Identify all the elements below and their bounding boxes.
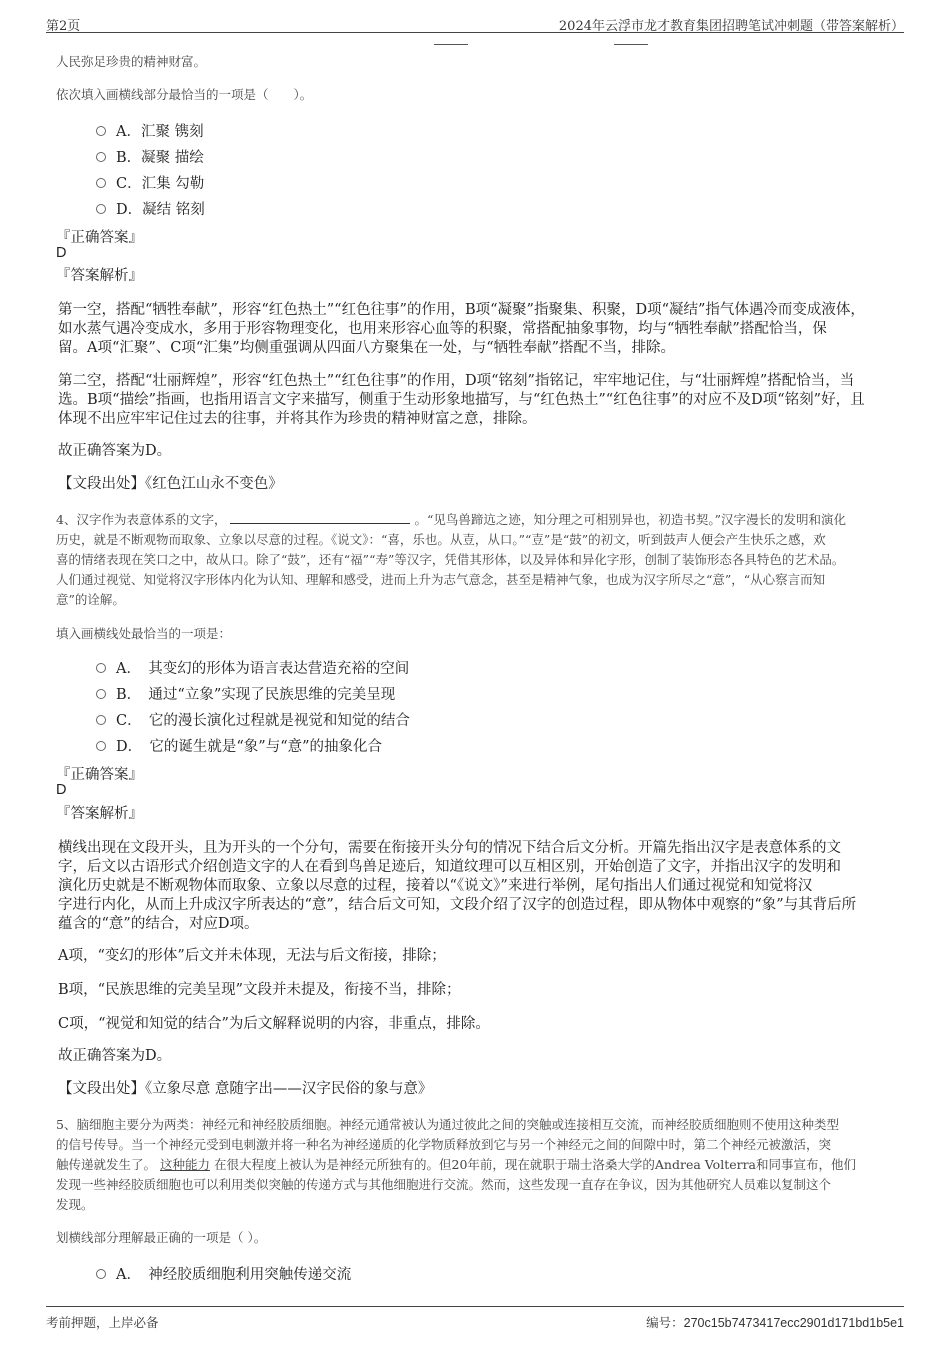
q4-stem-line: 喜的情绪表现在笑口之中，故从口。除了“鼓”，还有“福”“寿”等汉字，凭借其形体，以及异体和异化字形，创制了装饰形态各具特色的艺术品。 — [56, 552, 845, 567]
q3-prompt: 依次填入画横线部分最恰当的一项是（ ）。 — [56, 87, 313, 102]
q4-analysis-line: C项，“视觉和知觉的结合”为后文解释说明的内容，非重点，排除。 — [58, 1016, 490, 1032]
document-code: 编号：270c15b7473417ecc2901d171bd1b5e1 — [646, 1315, 904, 1330]
q3-analysis-line: 体现不出应牢牢记住过去的往事，并将其作为珍贵的精神财富之意，排除。 — [58, 411, 537, 427]
q4-analysis-line: B项，“民族思维的完美呈现”文段并未提及，衔接不当，排除； — [58, 982, 461, 998]
q5-stem-line-3: 触传递就发生了。 这种能力 在很大程度上被认为是神经元所独有的。但20年前，现在就职于瑞士洛桑大学的Andrea Volterra和同事宣布，他们 — [56, 1157, 857, 1172]
q4-prompt: 填入画横线处最恰当的一项是： — [56, 626, 232, 641]
q4-stem-line: 历史，就是不断观物而取象、立象以尽意的过程。《说文》：“喜，乐也。从壴，从口。”“壴”是“鼓”的初文，听到鼓声人便会产生快乐之感，欢 — [56, 532, 826, 547]
q5-option-a[interactable]: A． 神经胶质细胞利用突触传递交流 — [96, 1263, 351, 1284]
q3-option-b[interactable]: B．凝聚 描绘 — [96, 146, 204, 167]
q3-tail-text: 人民弥足珍贵的精神财富。 — [56, 54, 207, 69]
q4-source: 【文段出处】《立象尽意 意随字出——汉字民俗的象与意》 — [58, 1081, 433, 1097]
blank-line-2 — [614, 44, 648, 45]
page-header — [46, 12, 904, 33]
radio-icon[interactable] — [96, 1269, 106, 1279]
radio-icon[interactable] — [96, 663, 106, 673]
q5-stem-line: 的信号传导。当一个神经元受到电刺激并将一种名为神经递质的化学物质释放到它与另一个神经元之间的间隙中时，第二个神经元被激活，突 — [56, 1137, 832, 1152]
q5-stem-line: 发现。 — [56, 1197, 94, 1212]
q4-analysis-line: A项，“变幻的形体”后文并未体现，无法与后文衔接，排除； — [58, 948, 446, 964]
q4-analysis-heading: 『答案解析』 — [56, 806, 143, 822]
page-footer — [46, 1306, 904, 1331]
radio-icon[interactable] — [96, 152, 106, 162]
q3-analysis-line: 选。B项“描绘”指画，也指用语言文字来描写，侧重于生动形象地描写，与“红色热土”“红色往事”的对应不及D项“铭刻”好，且 — [58, 392, 865, 408]
q4-analysis-line: 蕴含的“意”的结合，对应D项。 — [58, 916, 259, 932]
q4-answer: D — [56, 782, 67, 798]
q3-option-d[interactable]: D．凝结 铭刻 — [96, 198, 205, 219]
q4-option-d[interactable]: D． 它的诞生就是“象”与“意”的抽象化合 — [96, 735, 382, 756]
answer-blank — [230, 511, 410, 524]
q3-source: 【文段出处】《红色江山永不变色》 — [58, 476, 283, 492]
q4-analysis-line: 字，后文以古语形式介绍创造文字的人在看到鸟兽足迹后，知道纹理可以互相区别，开始创造了文字，并指出汉字的发明和 — [58, 859, 841, 875]
q4-answer-heading: 『正确答案』 — [56, 767, 143, 783]
radio-icon[interactable] — [96, 178, 106, 188]
q5-prompt: 划横线部分理解最正确的一项是（ ）。 — [56, 1230, 267, 1245]
blank-line-1 — [434, 44, 468, 45]
q4-option-a[interactable]: A． 其变幻的形体为语言表达营造充裕的空间 — [96, 657, 409, 678]
q4-stem-line-1: 4、汉字作为表意体系的文字， 。“见鸟兽蹄迒之迹，知分理之可相别异也，初造书契。”汉字漫长的发明和演化 — [56, 512, 847, 527]
q3-analysis-line: 如水蒸气遇冷变成水，多用于形容物理变化，也用来形容心血等的积聚，常搭配抽象事物，均与“牺牲奉献”搭配恰当，保 — [58, 321, 827, 337]
page-number: 第2页 — [46, 19, 81, 34]
footer-slogan: 考前押题，上岸必备 — [46, 1315, 159, 1330]
radio-icon[interactable] — [96, 741, 106, 751]
q4-analysis-line: 字进行内化，从而上升成汉字所表达的“意”，结合后文可知，文段介绍了汉字的创造过程，即从物体中观察的“象”与其背后所 — [58, 897, 857, 913]
q3-analysis-line: 第二空，搭配“壮丽辉煌”，形容“红色热土”“红色往事”的作用，D项“铭刻”指铭记，牢牢地记住，与“壮丽辉煌”搭配恰当，当 — [58, 373, 855, 389]
q3-answer: D — [56, 245, 67, 261]
q4-stem-line: 意”的诠解。 — [56, 592, 125, 607]
q4-option-c[interactable]: C． 它的漫长演化过程就是视觉和知觉的结合 — [96, 709, 410, 730]
radio-icon[interactable] — [96, 126, 106, 136]
q4-analysis-line: 演化历史就是不断观物体而取象、立象以尽意的过程，接着以“《说文》”来进行举例，尾句指出人们通过视觉和知觉将汉 — [58, 878, 813, 894]
q3-analysis-heading: 『答案解析』 — [56, 268, 143, 284]
underlined-phrase: 这种能力 — [160, 1157, 211, 1172]
q3-option-c[interactable]: C．汇集 勾勒 — [96, 172, 204, 193]
q5-stem-line: 5、脑细胞主要分为两类：神经元和神经胶质细胞。神经元通常被认为通过彼此之间的突触或连接相互交流，而神经胶质细胞则不使用这种类型 — [56, 1117, 839, 1132]
q3-conclusion: 故正确答案为D。 — [58, 443, 172, 459]
q3-answer-heading: 『正确答案』 — [56, 230, 143, 246]
radio-icon[interactable] — [96, 204, 106, 214]
q3-option-a[interactable]: A．汇聚 镌刻 — [96, 120, 204, 141]
q5-stem-line: 发现一些神经胶质细胞也可以利用类似突触的传递方式与其他细胞进行交流。然而，这些发现一直存在争议，因为其他研究人员难以复制这个 — [56, 1177, 832, 1192]
q4-stem-line: 人们通过视觉、知觉将汉字形体内化为认知、理解和感受，进而上升为志气意念，甚至是精神气象，也成为汉字所尽之“意”，“从心察言而知 — [56, 572, 826, 587]
q4-conclusion: 故正确答案为D。 — [58, 1048, 172, 1064]
radio-icon[interactable] — [96, 689, 106, 699]
q4-option-b[interactable]: B． 通过“立象”实现了民族思维的完美呈现 — [96, 683, 395, 704]
q3-analysis-line: 留。A项“汇聚”、C项“汇集”均侧重强调从四面八方聚集在一处，与“牺牲奉献”搭配不当，排除。 — [58, 340, 676, 356]
document-title: 2024年云浮市龙才教育集团招聘笔试冲刺题（带答案解析） — [558, 19, 904, 34]
radio-icon[interactable] — [96, 715, 106, 725]
q4-analysis-line: 横线出现在文段开头，且为开头的一个分句，需要在衔接开头分句的情况下结合后文分析。开篇先指出汉字是表意体系的文 — [58, 840, 841, 856]
q3-analysis-line: 第一空，搭配“牺牲奉献”，形容“红色热土”“红色往事”的作用，B项“凝聚”指聚集、积聚，D项“凝结”指气体遇冷而变成液体， — [58, 302, 865, 318]
